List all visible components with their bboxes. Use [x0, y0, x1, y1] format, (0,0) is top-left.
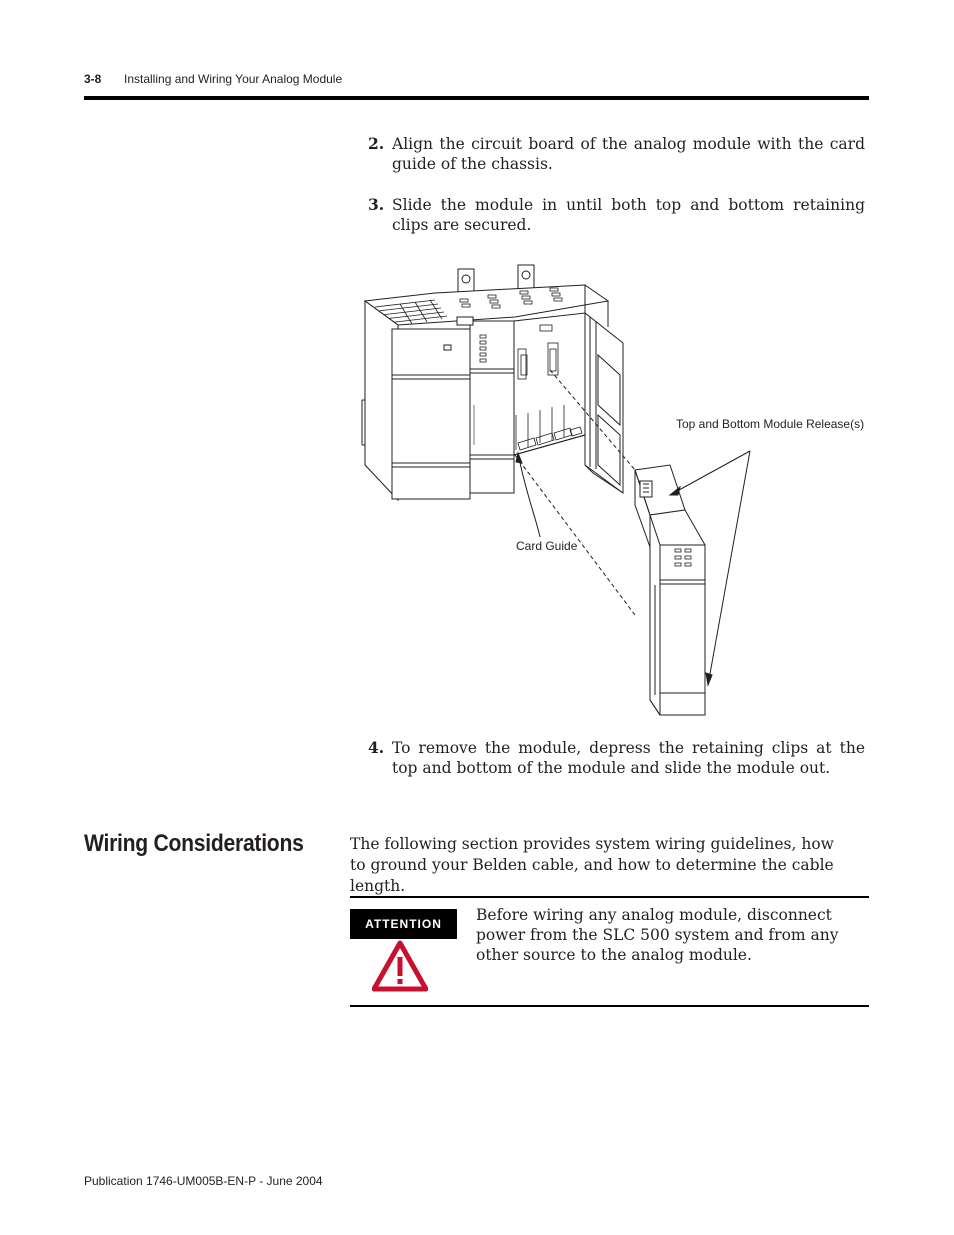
section-title: Wiring Considerations	[84, 830, 304, 857]
step-number: 3.	[368, 195, 385, 214]
attention-rule-top	[350, 896, 869, 898]
callout-line	[516, 451, 750, 685]
attention-label: ATTENTION	[350, 909, 457, 939]
step-number: 2.	[368, 134, 385, 153]
step-number: 4.	[368, 738, 385, 757]
card-guide-label: Card Guide	[516, 539, 578, 553]
step-text: Align the circuit board of the analog module with the card guide of the chassis.	[392, 135, 865, 173]
module-installation-figure	[340, 255, 880, 725]
analog-module	[635, 465, 705, 715]
footer-publication: Publication 1746-UM005B-EN-P - June 2004	[84, 1174, 323, 1188]
step-text: Slide the module in until both top and bottom retaining clips are secured.	[392, 196, 865, 234]
page-header	[84, 72, 869, 86]
step-text: To remove the module, depress the retaining clips at the top and bottom of the module and slide the module out.	[392, 739, 865, 777]
warning-triangle-icon	[372, 940, 428, 997]
release-label: Top and Bottom Module Release(s)	[676, 417, 865, 431]
attention-text: Before wiring any analog module, disconnect power from the SLC 500 system and from any other source to the analog module.	[476, 906, 839, 964]
attention-rule-bottom	[350, 1005, 869, 1007]
step-2	[368, 134, 865, 174]
page-number: 3-8	[84, 72, 102, 86]
chapter-title: Installing and Wiring Your Analog Module	[124, 72, 343, 86]
section-intro: The following section provides system wiring guidelines, how to ground your Belden cable, and how to determine the cable length.	[350, 835, 834, 895]
chassis	[362, 285, 623, 500]
step-4	[368, 738, 865, 778]
step-3	[368, 195, 865, 235]
header-rule	[84, 96, 869, 100]
